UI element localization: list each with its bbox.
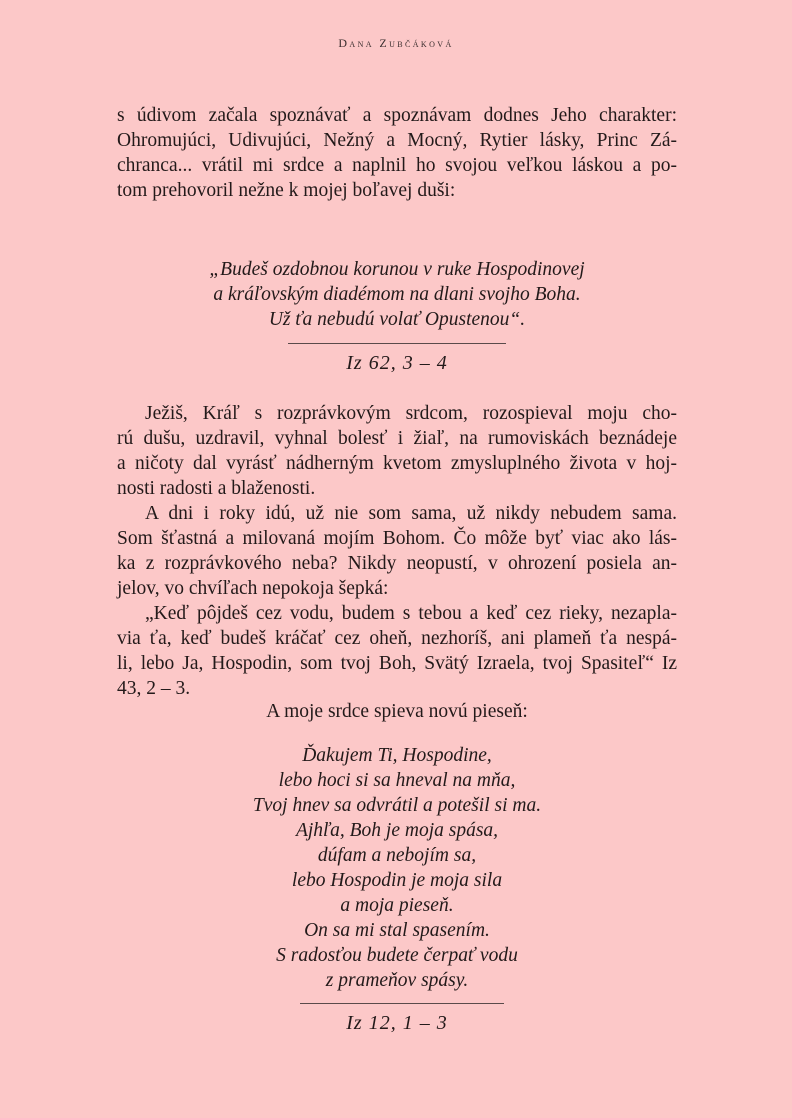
- text-line: A moje srdce spieva novú pieseň:: [266, 701, 528, 722]
- text-line: s údivom začala spoznávať a spoznávam dodnes Jeho charakter:: [117, 105, 677, 126]
- verse-line: Ajhľa, Boh je moja spása,: [295, 820, 499, 841]
- text-line: jelov, vo chvíľach nepokoja šepká:: [117, 578, 389, 599]
- text-line: ka z rozprávkového neba? Nikdy neopustí, v ohrození posiela an-: [117, 553, 677, 574]
- text-line: A dni i roky idú, už nie som sama, už nikdy nebudem sama.: [145, 503, 677, 524]
- paragraph-days: [117, 501, 677, 601]
- text-line: Som šťastná a milovaná mojím Bohom. Čo môže byť viac ako lás-: [117, 528, 677, 549]
- intro-paragraph: [117, 103, 677, 203]
- divider-rule: [288, 343, 506, 344]
- verse-line: z prameňov spásy.: [325, 970, 469, 991]
- song-intro: [117, 699, 677, 724]
- paragraph-quote-isaiah-43: [117, 601, 677, 701]
- verse-line: Tvoj hnev sa odvrátil a potešil si ma.: [252, 795, 542, 816]
- verse-line: Ďakujem Ti, Hospodine,: [302, 745, 492, 766]
- quote-isaiah-62: [117, 257, 677, 332]
- text-line: Ježiš, Kráľ s rozprávkovým srdcom, rozospieval moju cho-: [145, 403, 677, 424]
- verse-line: On sa mi stal spasením.: [304, 920, 490, 941]
- text-line: via ťa, keď budeš kráčať cez oheň, nezhoríš, ani plameň ťa nespá-: [117, 628, 677, 649]
- text-line: tom prehovoril nežne k mojej boľavej duši:: [117, 180, 456, 201]
- text-line: rú dušu, uzdravil, vyhnal bolesť i žiaľ, na rumoviskách beznádeje: [117, 428, 677, 449]
- text-line: li, lebo Ja, Hospodin, som tvoj Boh, Svätý Izraela, tvoj Spasiteľ“ Iz: [117, 653, 677, 674]
- verse-line: dúfam a nebojím sa,: [317, 845, 477, 866]
- text-line: 43, 2 – 3.: [117, 678, 191, 699]
- verse-line: S radosťou budete čerpať vodu: [276, 945, 518, 966]
- verse-line: lebo Hospodin je moja sila: [291, 870, 503, 891]
- text-line: nosti radosti a blaženosti.: [117, 478, 316, 499]
- text-line: Ohromujúci, Udivujúci, Nežný a Mocný, Rytier lásky, Princ Zá-: [117, 130, 677, 151]
- text-line: chranca... vrátil mi srdce a naplnil ho svojou veľkou láskou a po-: [117, 155, 677, 176]
- running-header: Dana Zubčáková: [338, 36, 454, 50]
- song-verse: [117, 743, 677, 993]
- quote-line: „Budeš ozdobnou korunou v ruke Hospodinovej: [209, 259, 585, 280]
- quote-line: a kráľovským diadémom na dlani svojho Boha.: [213, 284, 581, 305]
- paragraph-jesus: [117, 401, 677, 501]
- text-line: „Keď pôjdeš cez vodu, budem s tebou a keď cez rieky, nezapla-: [145, 603, 677, 624]
- verse-line: a moja pieseň.: [340, 895, 454, 916]
- verse-line: lebo hoci si sa hneval na mňa,: [278, 770, 516, 791]
- quote-line: Už ťa nebudú volať Opustenou“.: [268, 309, 526, 330]
- divider-rule: [300, 1003, 504, 1004]
- text-line: a ničoty dal vyrásť nádherným kvetom zmysluplného života v hoj-: [117, 453, 677, 474]
- scripture-reference: Iz 12, 1 – 3: [346, 1012, 448, 1034]
- scripture-reference: Iz 62, 3 – 4: [346, 352, 448, 374]
